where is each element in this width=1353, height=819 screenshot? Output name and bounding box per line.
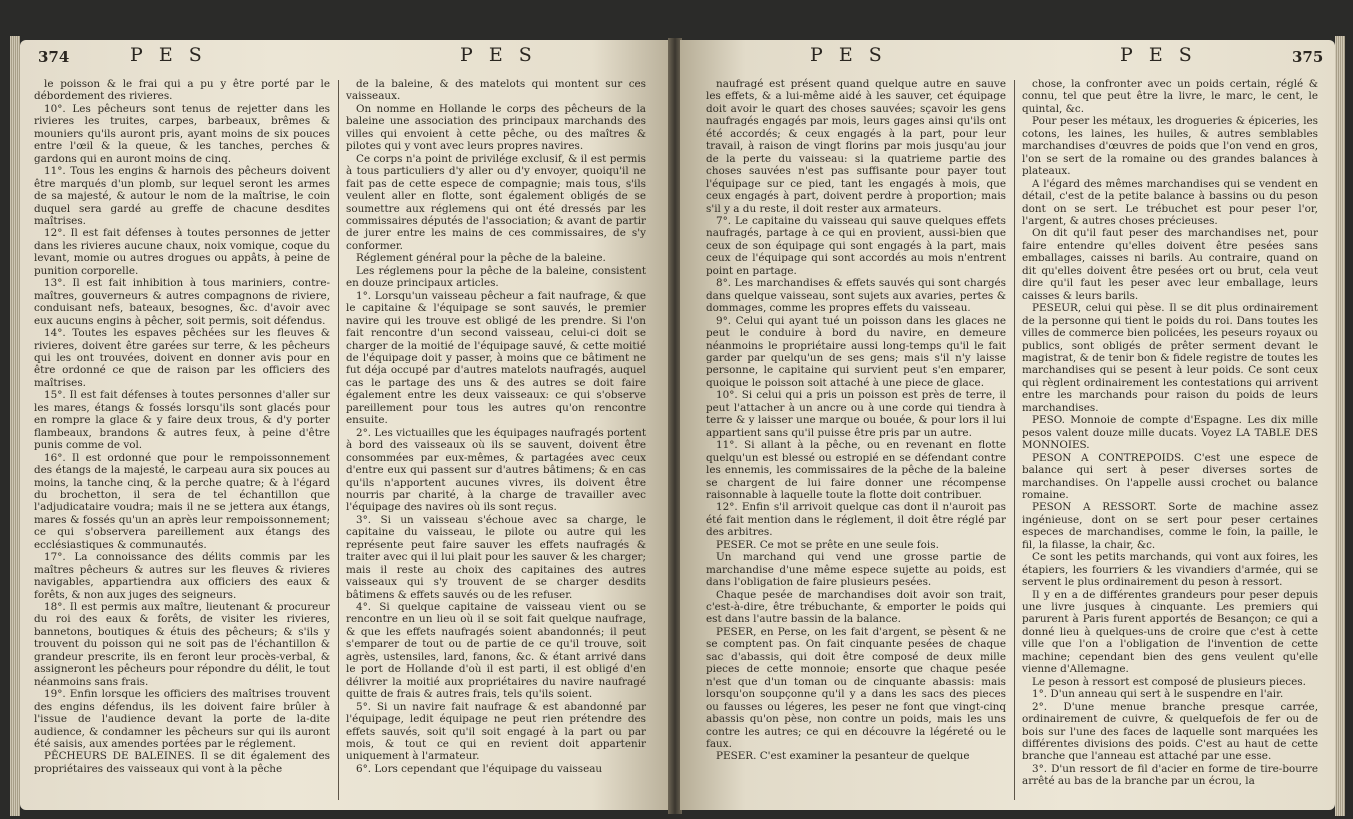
right-page [680, 40, 1335, 810]
paragraph: Un marchand qui vend une grosse partie de marchandise d'une même espece sujette au poids, est dans l'obligation de faire plusieurs pesées. [706, 551, 1006, 589]
paragraph: 10°. Les pêcheurs sont tenus de rejetter dans les rivieres les truites, carpes, barbeaux, brêmes & mouniers qu'ils auront pris, ayant moins de six pouces entre l'œil & la queue, & les tanches, perches & gardons qui en auront moins de cinq. [34, 102, 330, 165]
paragraph: Il y en a de différentes grandeurs pour peser depuis une livre jusques à cinquante. Les premiers qui parurent à Paris furent apportés de Besançon; ce qui a donné lieu à quelques-uns de croire que c'est à cette ville que l'on a l'obligation de l'invention de cette machine; cependant bien des gens veulent qu'elle vienne d'Allemagne. [1022, 588, 1318, 676]
paragraph: 19°. Enfin lorsque les officiers des maîtrises trouvent des engins défendus, ils les doivent faire brûler à l'issue de l'audience devant la porte de la-dite audience, & condamner les pêcheurs sur qui ils auront été saisis, aux amendes portées par le réglement. [34, 688, 330, 751]
paragraph: 5°. Si un navire fait naufrage & est abandonné par l'équipage, ledit équipage ne peut rien prétendre des effets sauvés, soit qu'il soit engagé à la part ou par mois, & tout ce qui en revient doit appartenir uniquement à l'armateur. [346, 700, 646, 763]
paragraph: Chaque pesée de marchandises doit avoir son trait, c'est-à-dire, être trébuchante, & emporter le poids qui est dans l'autre bassin de la balance. [706, 588, 1006, 626]
right-running-head-right: P E S [1120, 44, 1197, 66]
right-page-number: 375 [1292, 48, 1324, 66]
paragraph: 1°. D'un anneau qui sert à le suspendre en l'air. [1032, 688, 1284, 701]
paragraph: 4°. Si quelque capitaine de vaisseau vient ou se rencontre en un lieu où il se soit fait quelque naufrage, & que les effets naufragés soient abandonnés; il peut s'emparer de tout ou de partie de ce qu'il trouve, soit agrès, ustensiles, lard, fanons, &c. & étant arrivé dans le port de Hollande d'où il est parti, il est obligé d'en délivrer la moitié aux propriétaires du navire naufragé quitte de frais & autres frais, tels qu'ils soient. [346, 601, 646, 701]
paragraph: le poisson & le frai qui a pu y être porté par le débordement des rivieres. [34, 78, 330, 103]
right-page-column-2 [1022, 78, 1318, 788]
paragraph: 15°. Il est fait défenses à toutes personnes d'aller sur les mares, étangs & fossés lorsqu'ils sont glacés pour en rompre la glace & y faire deux trous, & d'y porter flambeaux, brandons & autres feux, à peine d'être punis comme de vol. [34, 389, 330, 452]
left-page-column-2 [346, 78, 646, 775]
left-page [20, 40, 670, 810]
right-page-edges [1335, 36, 1345, 816]
paragraph: Ce sont les petits marchands, qui vont aux foires, les étapiers, les fourriers & les vivandiers d'armée, qui se servent le plus ordinairement du peson à ressort. [1022, 551, 1318, 589]
paragraph: PESEUR, celui qui pèse. Il se dit plus ordinairement de la personne qui tient le poids du roi. Dans toutes les villes de commerce bien policées, les peseurs royaux ou publics, sont obligés de prêter serment devant le magistrat, & de tenir bon & fidele registre de toutes les marchandises qui se pesent à leur poids. Ce sont ceux qui règlent ordinairement les contestations qui arrivent entre les marchands pour raison du poids de leurs marchandises. [1022, 302, 1318, 414]
paragraph: 12°. Enfin s'il arrivoit quelque cas dont il n'auroit pas été fait mention dans le réglement, il doit être réglé par des arbitres. [706, 501, 1006, 539]
paragraph: On nomme en Hollande le corps des pêcheurs de la baleine une association des principaux marchands des villes qui envoient à cette pêche, ou des maîtres & pilotes qui y vont avec leurs propres navires. [346, 102, 646, 153]
paragraph: 7°. Le capitaine du vaisseau qui sauve quelques effets naufragés, partage à ce qui en provient, aussi-bien que ceux de son équipage qui sont engagés à la part, mais ceux de l'équipage qui sont accordés au mois n'entrent point en partage. [706, 214, 1006, 277]
paragraph: 17°. La connoissance des délits commis par les maîtres pêcheurs & autres sur les fleuves & rivieres navigables, appartiendra aux officiers des eaux & forêts, & non aux juges des seigneurs. [34, 551, 330, 601]
paragraph: de la baleine, & des matelots qui montent sur ces vaisseaux. [346, 78, 646, 103]
paragraph: PESER. Ce mot se prête en une seule fois. [716, 538, 939, 551]
paragraph: 14°. Toutes les espaves pêchées sur les fleuves & rivieres, doivent être garées sur terre, & les pêcheurs qui les ont trouvées, doivent en donner avis pour en être ordonné ce que de raison par les officiers des maîtrises. [34, 327, 330, 389]
right-running-head-left: P E S [810, 44, 887, 66]
left-running-head-left: P E S [130, 44, 207, 66]
paragraph: Les réglemens pour la pêche de la baleine, consistent en douze principaux articles. [346, 264, 646, 290]
paragraph: 10°. Si celui qui a pris un poisson est près de terre, il peut l'attacher à un ancre ou à une corde qui tiendra à terre & y laisser une marque ou bouée, & pour lors il lui appartient sans qu'il puisse être pris par un autre. [706, 389, 1006, 439]
paragraph: 2°. D'une menue branche presque carrée, ordinairement de cuivre, & quelquefois de fer ou de bois sur l'une des faces de laquelle sont marquées les différentes divisions des poids. C'est au haut de cette branche que l'anneau est attaché par une esse. [1022, 700, 1318, 763]
paragraph: PESO. Monnoie de compte d'Espagne. Les dix mille pesos valent douze mille ducats. Voyez LA TABLE DES MONNOIES. [1022, 414, 1318, 452]
paragraph: 2°. Les victuailles que les équipages naufragés portent à bord des vaisseaux où ils se sauvent, doivent être consommées par eux-mêmes, & partagées avec ceux d'entre eux qui passent sur d'autres bâtimens; & en cas qu'ils n'apportent aucunes vivres, ils doivent être nourris par charité, à la charge de travailler avec l'équipage des navires où ils sont reçus. [346, 426, 647, 514]
paragraph: 8°. Les marchandises & effets sauvés qui sont chargés dans quelque vaisseau, sont sujets aux avaries, pertes & dommages, comme les propres effets du vaisseau. [706, 277, 1006, 315]
paragraph: A l'égard des mêmes marchandises qui se vendent en détail, c'est de la petite balance à bassins ou du peson dont on se sert. Le trébuchet est pour peser l'or, l'argent, & autres choses précieuses. [1022, 177, 1318, 227]
left-running-head-right: P E S [460, 44, 537, 66]
paragraph: PESON A RESSORT. Sorte de machine assez ingénieuse, dont on se sert pour peser certaines especes de marchandises, comme le foin, la paille, le fil, la filasse, la chair, &c. [1022, 501, 1318, 551]
paragraph: PESER, en Perse, on les fait d'argent, se pèsent & ne se comptent pas. On fait cinquante pesées de chaque sac d'abassis, qui doit être composé de deux mille pieces de cette monnoie; ensorte que chaque pesée n'est que d'un toman ou de cinquante abassis: mais lorsqu'on soupçonne qu'il y a dans les sacs des pieces ou fausses ou légeres, les peser ne font que vingt-cinq abassis qu'on pèse, non contre un poids, mais les uns contre les autres; ce qui en découvre la légéreté ou le faux. [706, 625, 1006, 751]
paragraph: Pour peser les métaux, les drogueries & épiceries, les cotons, les laines, les huiles, & autres semblables marchandises d'œuvres de poids que l'on vend en gros, l'on se sert de la romaine ou des grandes balances à plateaux. [1022, 115, 1318, 178]
paragraph: PESER. C'est examiner la pesanteur de quelque [716, 750, 970, 763]
paragraph: 6°. Lors cependant que l'équipage du vaisseau [356, 762, 603, 775]
paragraph: chose, la confronter avec un poids certain, réglé & connu, tel que peut être la livre, le marc, le cent, le quintal, &c. [1022, 78, 1318, 115]
paragraph: 9°. Celui qui ayant tué un poisson dans les glaces ne peut le conduire à bord du navire, en demeure néanmoins le propriétaire aussi long-temps qu'il le fait garder par quelqu'un de ses gens; mais s'il n'y laisse personne, le capitaine qui survient peut s'en emparer, quoique le poisson soit attaché à une piece de glace. [706, 314, 1006, 389]
paragraph: 16°. Il est ordonné que pour le rempoissonnement des étangs de la majesté, le carpeau aura six pouces au moins, la tanche cinq, & la perche quatre; & à l'égard du brochetton, il sera de tel échantillon que l'adjudicataire voudra; mais il ne se jettera aux étangs, mares & fossés qu'un an après leur rempoissonnement; ce qui s'observera pareillement aux étangs des ecclésiastiques & communautés. [34, 451, 330, 551]
paragraph: naufragé est présent quand quelque autre en sauve les effets, & a lui-même aidé à les sauver, cet équipage doit avoir le quart des choses sauvées; sçavoir les gens naufragés engagés par mois, leurs gages ainsi qu'ils ont été accordés; & ceux engagés à la part, pour leur travail, à raison de vingt florins par mois jusqu'au jour de la perte du vaisseau: si la quatrieme partie des choses sauvées n'est pas suffisante pour payer tout l'équipage sur ce pied, tant les engagés à mois, que ceux engagés à part, doivent perdre à proportion; mais s'il y a du reste, il doit rester aux armateurs. [706, 78, 1006, 215]
paragraph: PÊCHEURS DE BALEINES. Il se dit également des propriétaires des vaisseaux qui vont à la pêche [34, 750, 330, 775]
left-page-column-1 [34, 78, 330, 775]
paragraph: PESON A CONTREPOIDS. C'est une espece de balance qui sert à peser diverses sortes de marchandises. On l'appelle aussi crochet ou balance romaine. [1022, 451, 1318, 501]
paragraph: 18°. Il est permis aux maître, lieutenant & procureur du roi des eaux & forêts, de visiter les rivieres, bannetons, boutiques & étuis des pêcheurs; & s'ils y trouvent du poisson qui ne soit pas de l'échantillon & grandeur prescrite, ils en feront leur procès-verbal, & assigneront les pêcheurs pour répondre du délit, le tout néanmoins sans frais. [34, 601, 330, 688]
paragraph: Ce corps n'a point de privilége exclusif, & il est permis à tous particuliers d'y aller ou d'y envoyer, quoiqu'il ne fait pas de cette espece de compagnie; mais tous, s'ils veulent aller en flotte, sont également obligés de se soumettre aux réglemens qui ont été dressés par les commissaires députés de l'association; & avant de partir de jurer entre les mains de ces commissaires, de s'y conformer. [346, 152, 646, 252]
paragraph: On dit qu'il faut peser des marchandises net, pour faire entendre qu'elles doivent être pesées sans emballages, caisses ni barils. Au contraire, quand on dit qu'elles doivent être pesées ort ou brut, cela veut dire qu'il faut les peser avec leur emballage, leurs caisses & leurs barils. [1022, 227, 1318, 302]
left-page-number: 374 [38, 48, 70, 66]
paragraph: 12°. Il est fait défenses à toutes personnes de jetter dans les rivieres aucune chaux, noix vomique, coque du levant, momie ou autres drogues ou appâts, à peine de punition corporelle. [34, 227, 330, 277]
right-column-rule [1014, 80, 1015, 800]
paragraph: Le peson à ressort est composé de plusieurs pieces. [1032, 675, 1306, 688]
paragraph: 11°. Si allant à la pêche, ou en revenant en flotte quelqu'un est blessé ou estropié en se défendant contre les ennemis, les commissaires de la pêche de la baleine se chargent de lui faire donner une récompense raisonnable à laquelle toute la flotte doit contribuer. [706, 439, 1006, 501]
paragraph: Réglement général pour la pêche de la baleine. [356, 252, 606, 265]
paragraph: 3°. D'un ressort de fil d'acier en forme de tire-bourre arrêté au bas de la branche par un écrou, la [1022, 762, 1318, 788]
right-page-column-1 [706, 78, 1006, 763]
left-column-rule [338, 80, 339, 800]
paragraph: 1°. Lorsqu'un vaisseau pêcheur a fait naufrage, & que le capitaine & l'équipage se sont sauvés, le premier navire qui les trouve est obligé de les prendre. Si l'on fait rencontre d'un second vaisseau, celui-ci doit se charger de la moitié de l'équipage sauvé, & cette moitié de l'équipage doit y passer, à moins que ce bâtiment ne fut déja occupé par d'autres matelots naufragés, auquel cas le partage des uns & des autres se doit faire également entre les deux vaisseaux: ce qui s'observe pareillement pour tous les autres qu'on rencontre ensuite. [346, 289, 646, 427]
paragraph: 13°. Il est fait inhibition à tous mariniers, contre-maîtres, gouverneurs & autres compagnons de riviere, conduisant nefs, bateaux, besognes, &c. d'avoir avec eux aucuns engins à pêcher, soit permis, soit défendus. [34, 277, 330, 327]
left-page-edges [10, 36, 20, 816]
paragraph: 3°. Si un vaisseau s'échoue avec sa charge, le capitaine du vaisseau, le pilote ou autre qui les représente peut faire sauver les effets naufragés & traiter avec qui il lui plait pour les sauver & les charger; mais il reste au choix des capitaines des autres vaisseaux qui s'y trouvent de se charger desdits bâtimens & effets sauvés ou de les refuser. [346, 513, 646, 601]
paragraph: 11°. Tous les engins & harnois des pêcheurs doivent être marqués d'un plomb, sur lequel seront les armes de sa majesté, & autour le nom de la maîtrise, le coin duquel sera gardé au greffe de chacune desdites maîtrises. [34, 165, 330, 227]
